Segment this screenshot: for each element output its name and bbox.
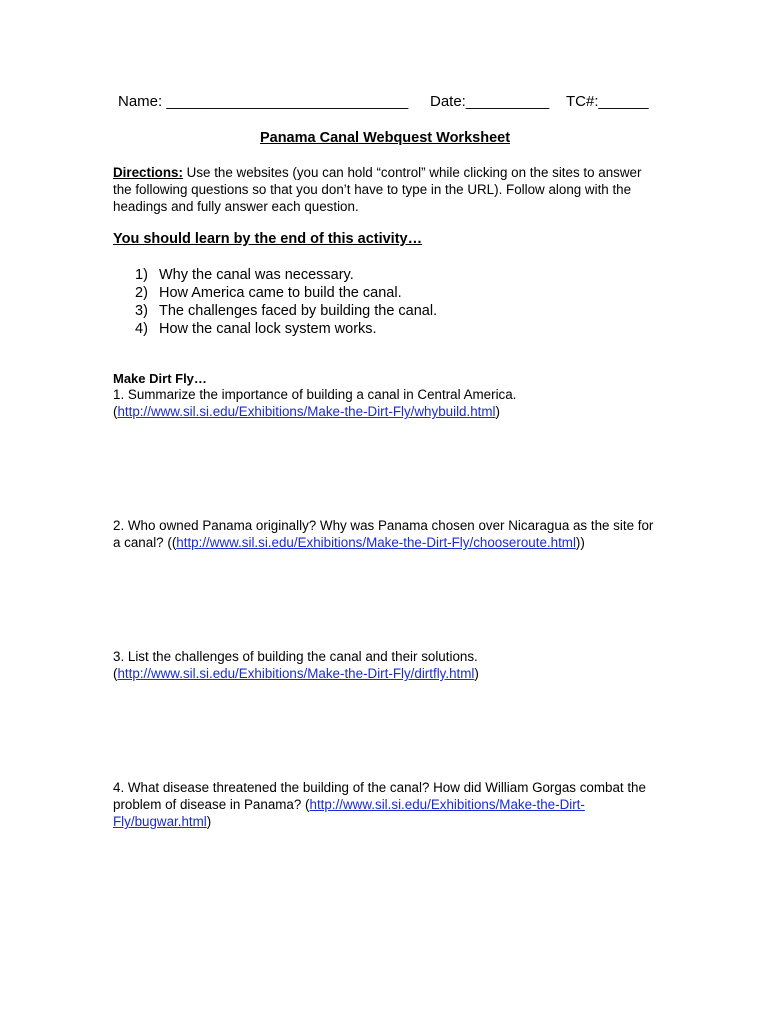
worksheet-title: Panama Canal Webquest Worksheet	[259, 130, 511, 146]
question-text: 1. Summarize the importance of building a canal in Central America.	[113, 387, 517, 402]
learning-goals-list	[135, 266, 437, 338]
section-heading: Make Dirt Fly…	[113, 371, 207, 386]
learning-goals-heading: You should learn by the end of this activity…	[113, 231, 423, 247]
question-2-link[interactable]: http://www.sil.si.edu/Exhibitions/Make-the-Dirt-Fly/chooseroute.html	[176, 535, 576, 550]
directions-paragraph	[113, 164, 658, 215]
question-2: 2. Who owned Panama originally? Why was Panama chosen over Nicaragua as the site for a canal? ((http://www.sil.si.edu/Exhibitions/Make-the-Dirt-Fly/chooseroute.html))	[113, 518, 654, 550]
list-item: 1) Why the canal was necessary.	[135, 267, 354, 283]
question-4-link[interactable]: http://www.sil.si.edu/Exhibitions/Make-the-Dirt-Fly/bugwar.html	[113, 797, 585, 829]
tc-field: TC#:______	[566, 93, 649, 110]
list-item: 4) How the canal lock system works.	[135, 321, 377, 337]
question-1-link[interactable]: http://www.sil.si.edu/Exhibitions/Make-the-Dirt-Fly/whybuild.html	[117, 404, 496, 419]
question-4: 4. What disease threatened the building of the canal? How did William Gorgas combat the problem of disease in Panama? (http://www.sil.si.edu/Exhibitions/Make-the-Dirt-Fly/bugwar.html)	[113, 780, 646, 829]
question-1: 1. Summarize the importance of building a canal in Central America. (http://www.sil.si.edu/Exhibitions/Make-the-Dirt-Fly/whybuild.html)	[113, 387, 517, 419]
question-text: 3. List the challenges of building the canal and their solutions.	[113, 649, 478, 664]
question-text: 2. Who owned Panama originally? Why was Panama chosen over Nicaragua as the site for a canal?	[113, 518, 654, 550]
question-text: 4. What disease threatened the building of the canal? How did William Gorgas combat the problem of disease in Panama?	[113, 780, 646, 812]
directions-label: Directions:	[113, 165, 183, 180]
list-item: 2) How America came to build the canal.	[135, 285, 402, 301]
list-item: 3) The challenges faced by building the canal.	[135, 303, 438, 319]
question-3: 3. List the challenges of building the canal and their solutions. (http://www.sil.si.edu/Exhibitions/Make-the-Dirt-Fly/dirtfly.html)	[113, 649, 479, 681]
question-3-link[interactable]: http://www.sil.si.edu/Exhibitions/Make-the-Dirt-Fly/dirtfly.html	[117, 666, 475, 681]
date-field: Date:__________	[430, 93, 550, 110]
directions-text: Use the websites (you can hold “control” while clicking on the sites to answer the following questions so that you don’t have to type in the URL). Follow along with the headings and fully answer each question.	[113, 165, 642, 214]
name-field: Name: _____________________________	[118, 93, 409, 110]
